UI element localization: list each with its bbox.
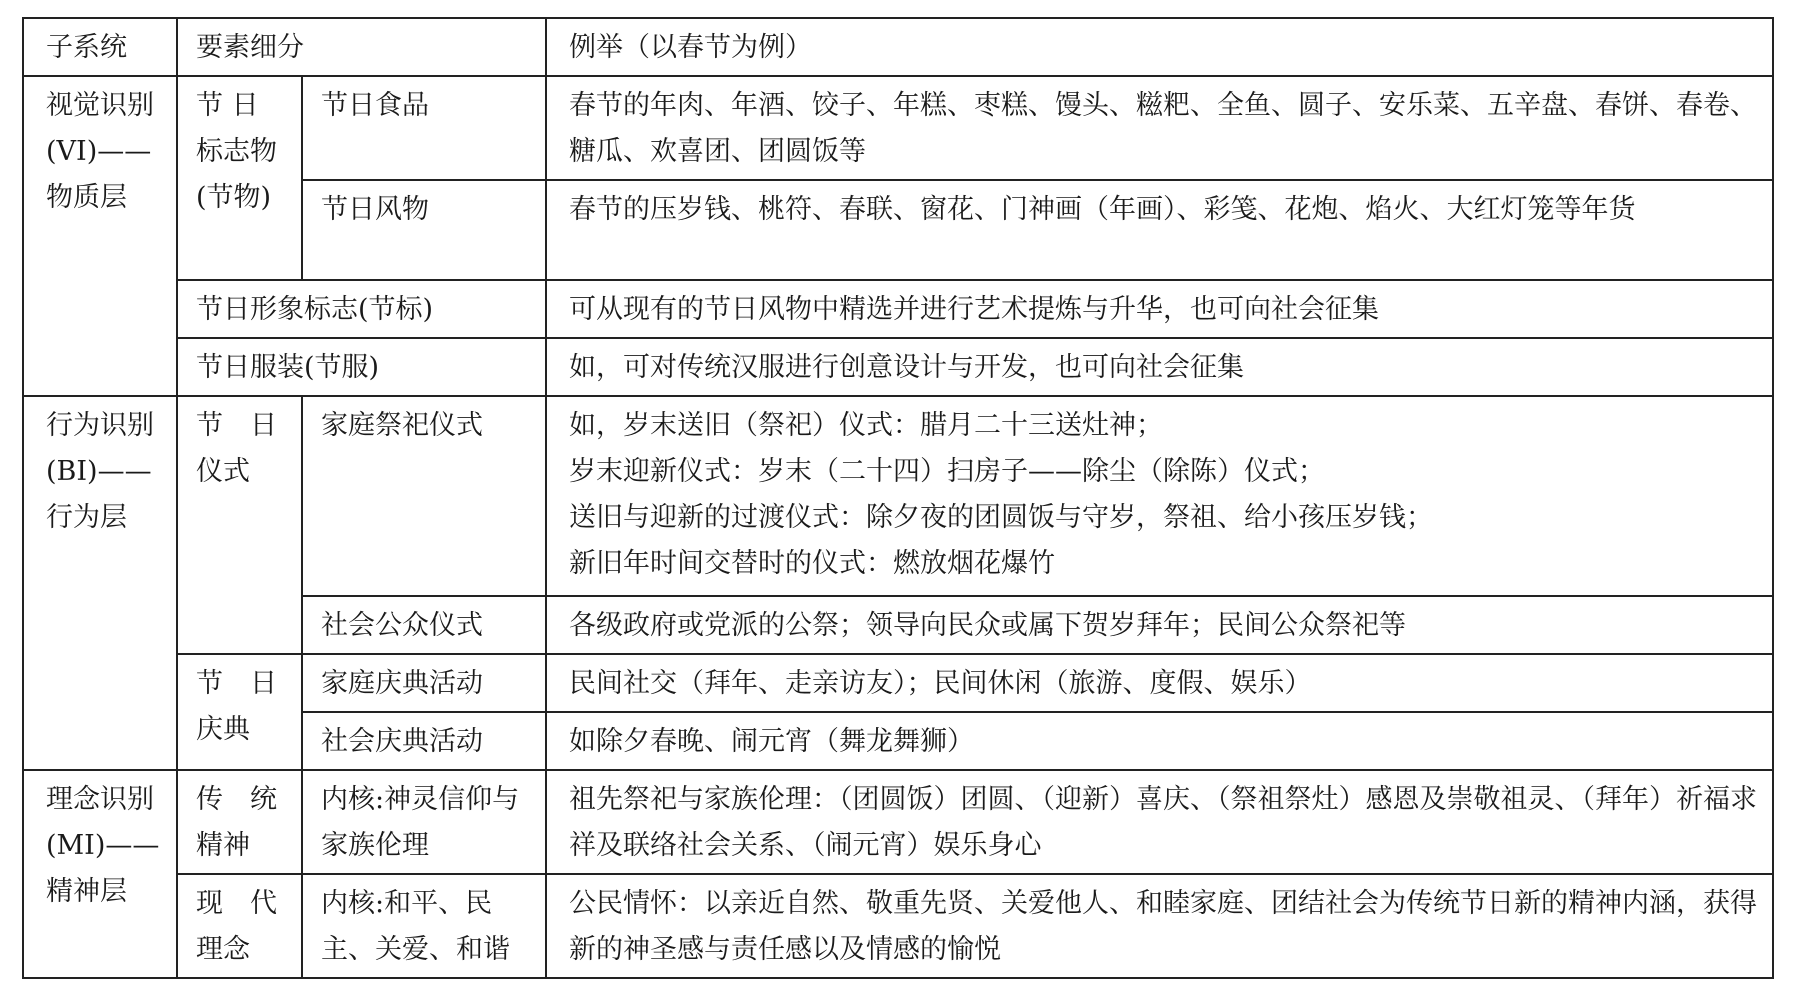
group-festival-celebrations: 节 日庆典 bbox=[177, 654, 302, 770]
example-festival-logo: 可从现有的节日风物中精选并进行艺术提炼与升华，也可向社会征集 bbox=[546, 280, 1773, 338]
table-row bbox=[23, 770, 1773, 874]
header-subsystem: 子系统 bbox=[23, 18, 177, 76]
element-festival-logo: 节日形象标志(节标) bbox=[177, 280, 546, 338]
example-festival-customs: 春节的压岁钱、桃符、春联、窗花、门神画（年画）、彩笺、花炮、焰火、大红灯笼等年货 bbox=[546, 180, 1773, 280]
element-family-celebration: 家庭庆典活动 bbox=[302, 654, 546, 712]
element-modern-core: 内核:和平、民主、关爱、和谐 bbox=[302, 874, 546, 978]
example-public-ritual: 各级政府或党派的公祭；领导向民众或属下贺岁拜年；民间公众祭祀等 bbox=[546, 596, 1773, 654]
example-family-ritual bbox=[546, 396, 1773, 596]
subsystem-mi: 理念识别 (MI)——精神层 bbox=[23, 770, 177, 978]
example-traditional-spirit: 祖先祭祀与家族伦理：（团圆饭）团圆、（迎新）喜庆、（祭祖祭灶）感恩及崇敬祖灵、（拜年）祈福求祥及联络社会关系、（闹元宵）娱乐身心 bbox=[546, 770, 1773, 874]
header-element-breakdown: 要素细分 bbox=[177, 18, 546, 76]
family-ritual-line: 如，岁末送旧（祭祀）仪式：腊月二十三送灶神； bbox=[569, 410, 1163, 441]
example-festival-food: 春节的年肉、年酒、饺子、年糕、枣糕、馒头、糍粑、全鱼、圆子、安乐菜、五辛盘、春饼、春卷、糖瓜、欢喜团、团圆饭等 bbox=[546, 76, 1773, 180]
group-festival-rituals: 节 日仪式 bbox=[177, 396, 302, 654]
table-row bbox=[23, 654, 1773, 712]
subsystem-vi: 视觉识别 (VI)——物质层 bbox=[23, 76, 177, 396]
group-modern-concept: 现 代理念 bbox=[177, 874, 302, 978]
example-modern-concept: 公民情怀：以亲近自然、敬重先贤、关爱他人、和睦家庭、团结社会为传统节日新的精神内涵，获得新的神圣感与责任感以及情感的愉悦 bbox=[546, 874, 1773, 978]
example-social-celebration: 如除夕春晚、闹元宵（舞龙舞狮） bbox=[546, 712, 1773, 770]
group-traditional-spirit: 传 统精神 bbox=[177, 770, 302, 874]
table-row bbox=[23, 874, 1773, 978]
element-public-ritual: 社会公众仪式 bbox=[302, 596, 546, 654]
example-festival-costume: 如，可对传统汉服进行创意设计与开发，也可向社会征集 bbox=[546, 338, 1773, 396]
element-family-ritual: 家庭祭祀仪式 bbox=[302, 396, 546, 596]
subsystem-bi: 行为识别 (BI)——行为层 bbox=[23, 396, 177, 770]
element-social-celebration: 社会庆典活动 bbox=[302, 712, 546, 770]
element-traditional-core: 内核:神灵信仰与家族伦理 bbox=[302, 770, 546, 874]
family-ritual-line: 送旧与迎新的过渡仪式：除夕夜的团圆饭与守岁，祭祖、给小孩压岁钱； bbox=[569, 502, 1433, 533]
example-family-celebration: 民间社交（拜年、走亲访友）；民间休闲（旅游、度假、娱乐） bbox=[546, 654, 1773, 712]
family-ritual-line: 岁末迎新仪式：岁末（二十四）扫房子——除尘（除陈）仪式； bbox=[569, 456, 1325, 487]
group-festival-markers: 节 日 标志物(节物) bbox=[177, 76, 302, 280]
family-ritual-line: 新旧年时间交替时的仪式：燃放烟花爆竹 bbox=[569, 548, 1055, 579]
table-header-row bbox=[23, 18, 1773, 76]
table-row bbox=[23, 280, 1773, 338]
header-examples: 例举（以春节为例） bbox=[546, 18, 1773, 76]
table-row bbox=[23, 338, 1773, 396]
table-row bbox=[23, 396, 1773, 596]
table-row bbox=[23, 76, 1773, 180]
element-festival-customs: 节日风物 bbox=[302, 180, 546, 280]
element-festival-costume: 节日服装(节服) bbox=[177, 338, 546, 396]
element-festival-food: 节日食品 bbox=[302, 76, 546, 180]
festival-identity-table bbox=[22, 17, 1774, 979]
